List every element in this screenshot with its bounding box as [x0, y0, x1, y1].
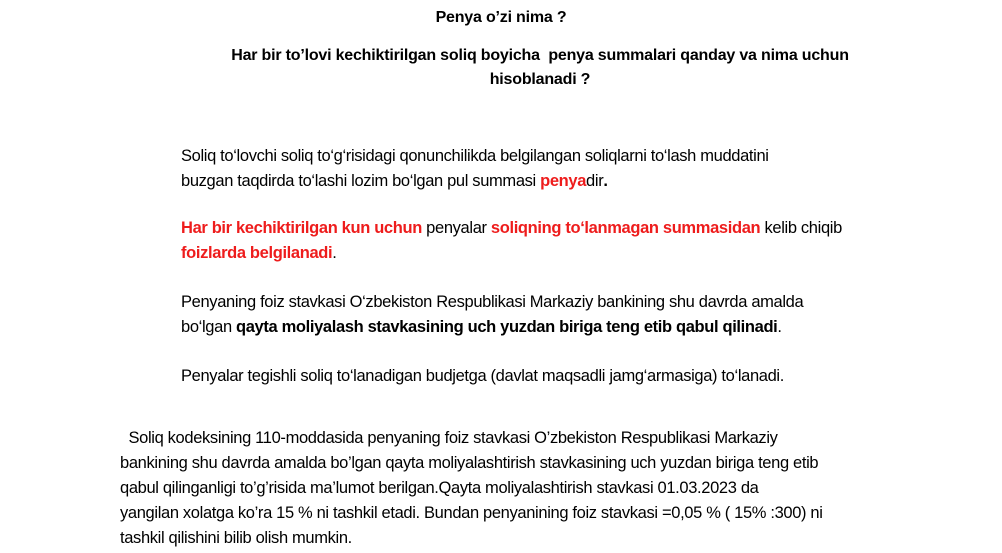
definition-line-1: Soliq to‘lovchi soliq to‘g‘risidagi qonunchilikda belgilangan soliqlarni to‘lash muddatini: [181, 147, 769, 165]
calculation-paragraph: [181, 216, 881, 266]
penya-highlight: penya: [540, 172, 587, 190]
calculation-period: .: [332, 244, 337, 262]
tax-code-line-2: bankining shu davrda amalda bo’lgan qayta moliyalashtirish stavkasining uch yuzdan biriga teng etib: [120, 454, 819, 472]
tax-code-line-3: qabul qilinganligi to’g’risida ma’lumot berilgan.Qayta moliyalashtirish stavkasi 01.03.2023 da: [120, 479, 759, 497]
page-title: Penya o’zi nima ?: [435, 9, 567, 26]
subtitle-line-2: hisoblanadi ?: [489, 71, 591, 88]
unpaid-sum-highlight: soliqning to‘lanmagan summasidan: [490, 219, 761, 237]
page-subtitle: [200, 44, 880, 92]
calculation-text-1: penyalar: [421, 219, 491, 237]
rate-period: .: [777, 318, 782, 336]
budget-paragraph: [181, 364, 881, 389]
rate-line-1: Penyaning foiz stavkasi O‘zbekiston Respublikasi Markaziy bankining shu davrda amalda: [181, 293, 804, 311]
rate-paragraph: [181, 290, 881, 340]
calculation-text-2: kelib chiqib: [760, 219, 842, 237]
tax-code-line-1: Soliq kodeksining 110-moddasida penyaning foiz stavkasi O’zbekiston Respublikasi Markaziy: [120, 429, 778, 447]
per-day-highlight: Har bir kechiktirilgan kun uchun: [181, 219, 422, 237]
tax-code-line-4: yangilan xolatga ko’ra 15 % ni tashkil etadi. Bundan penyanining foiz stavkasi =0,05 % ( 15% :300) ni: [120, 504, 823, 522]
tax-code-line-5: tashkil qilishini bilib olish mumkin.: [120, 529, 352, 547]
definition-suffix: dir: [586, 172, 604, 190]
definition-text: buzgan taqdirda to‘lashi lozim bo‘lgan pul summasi: [181, 172, 541, 190]
calculation-line-2: [181, 241, 881, 266]
budget-line: Penyalar tegishli soliq to‘lanadigan budjetga (davlat maqsadli jamg‘armasiga) to‘lanadi.: [181, 367, 784, 385]
calculation-line-1: [181, 216, 881, 241]
definition-paragraph: [181, 144, 881, 194]
definition-period: .: [603, 172, 608, 190]
definition-line-2: [181, 169, 881, 194]
rate-bold-text: qayta moliyalash stavkasining uch yuzdan biriga teng etib qabul qilinadi: [236, 318, 778, 336]
percent-highlight: foizlarda belgilanadi: [181, 244, 333, 262]
tax-code-paragraph: [120, 426, 910, 551]
rate-line-2: [181, 315, 881, 340]
subtitle-line-1: Har bir to’lovi kechiktirilgan soliq boyicha penya summalari qanday va nima uchun: [231, 47, 849, 64]
rate-text: bo‘lgan: [181, 318, 236, 336]
